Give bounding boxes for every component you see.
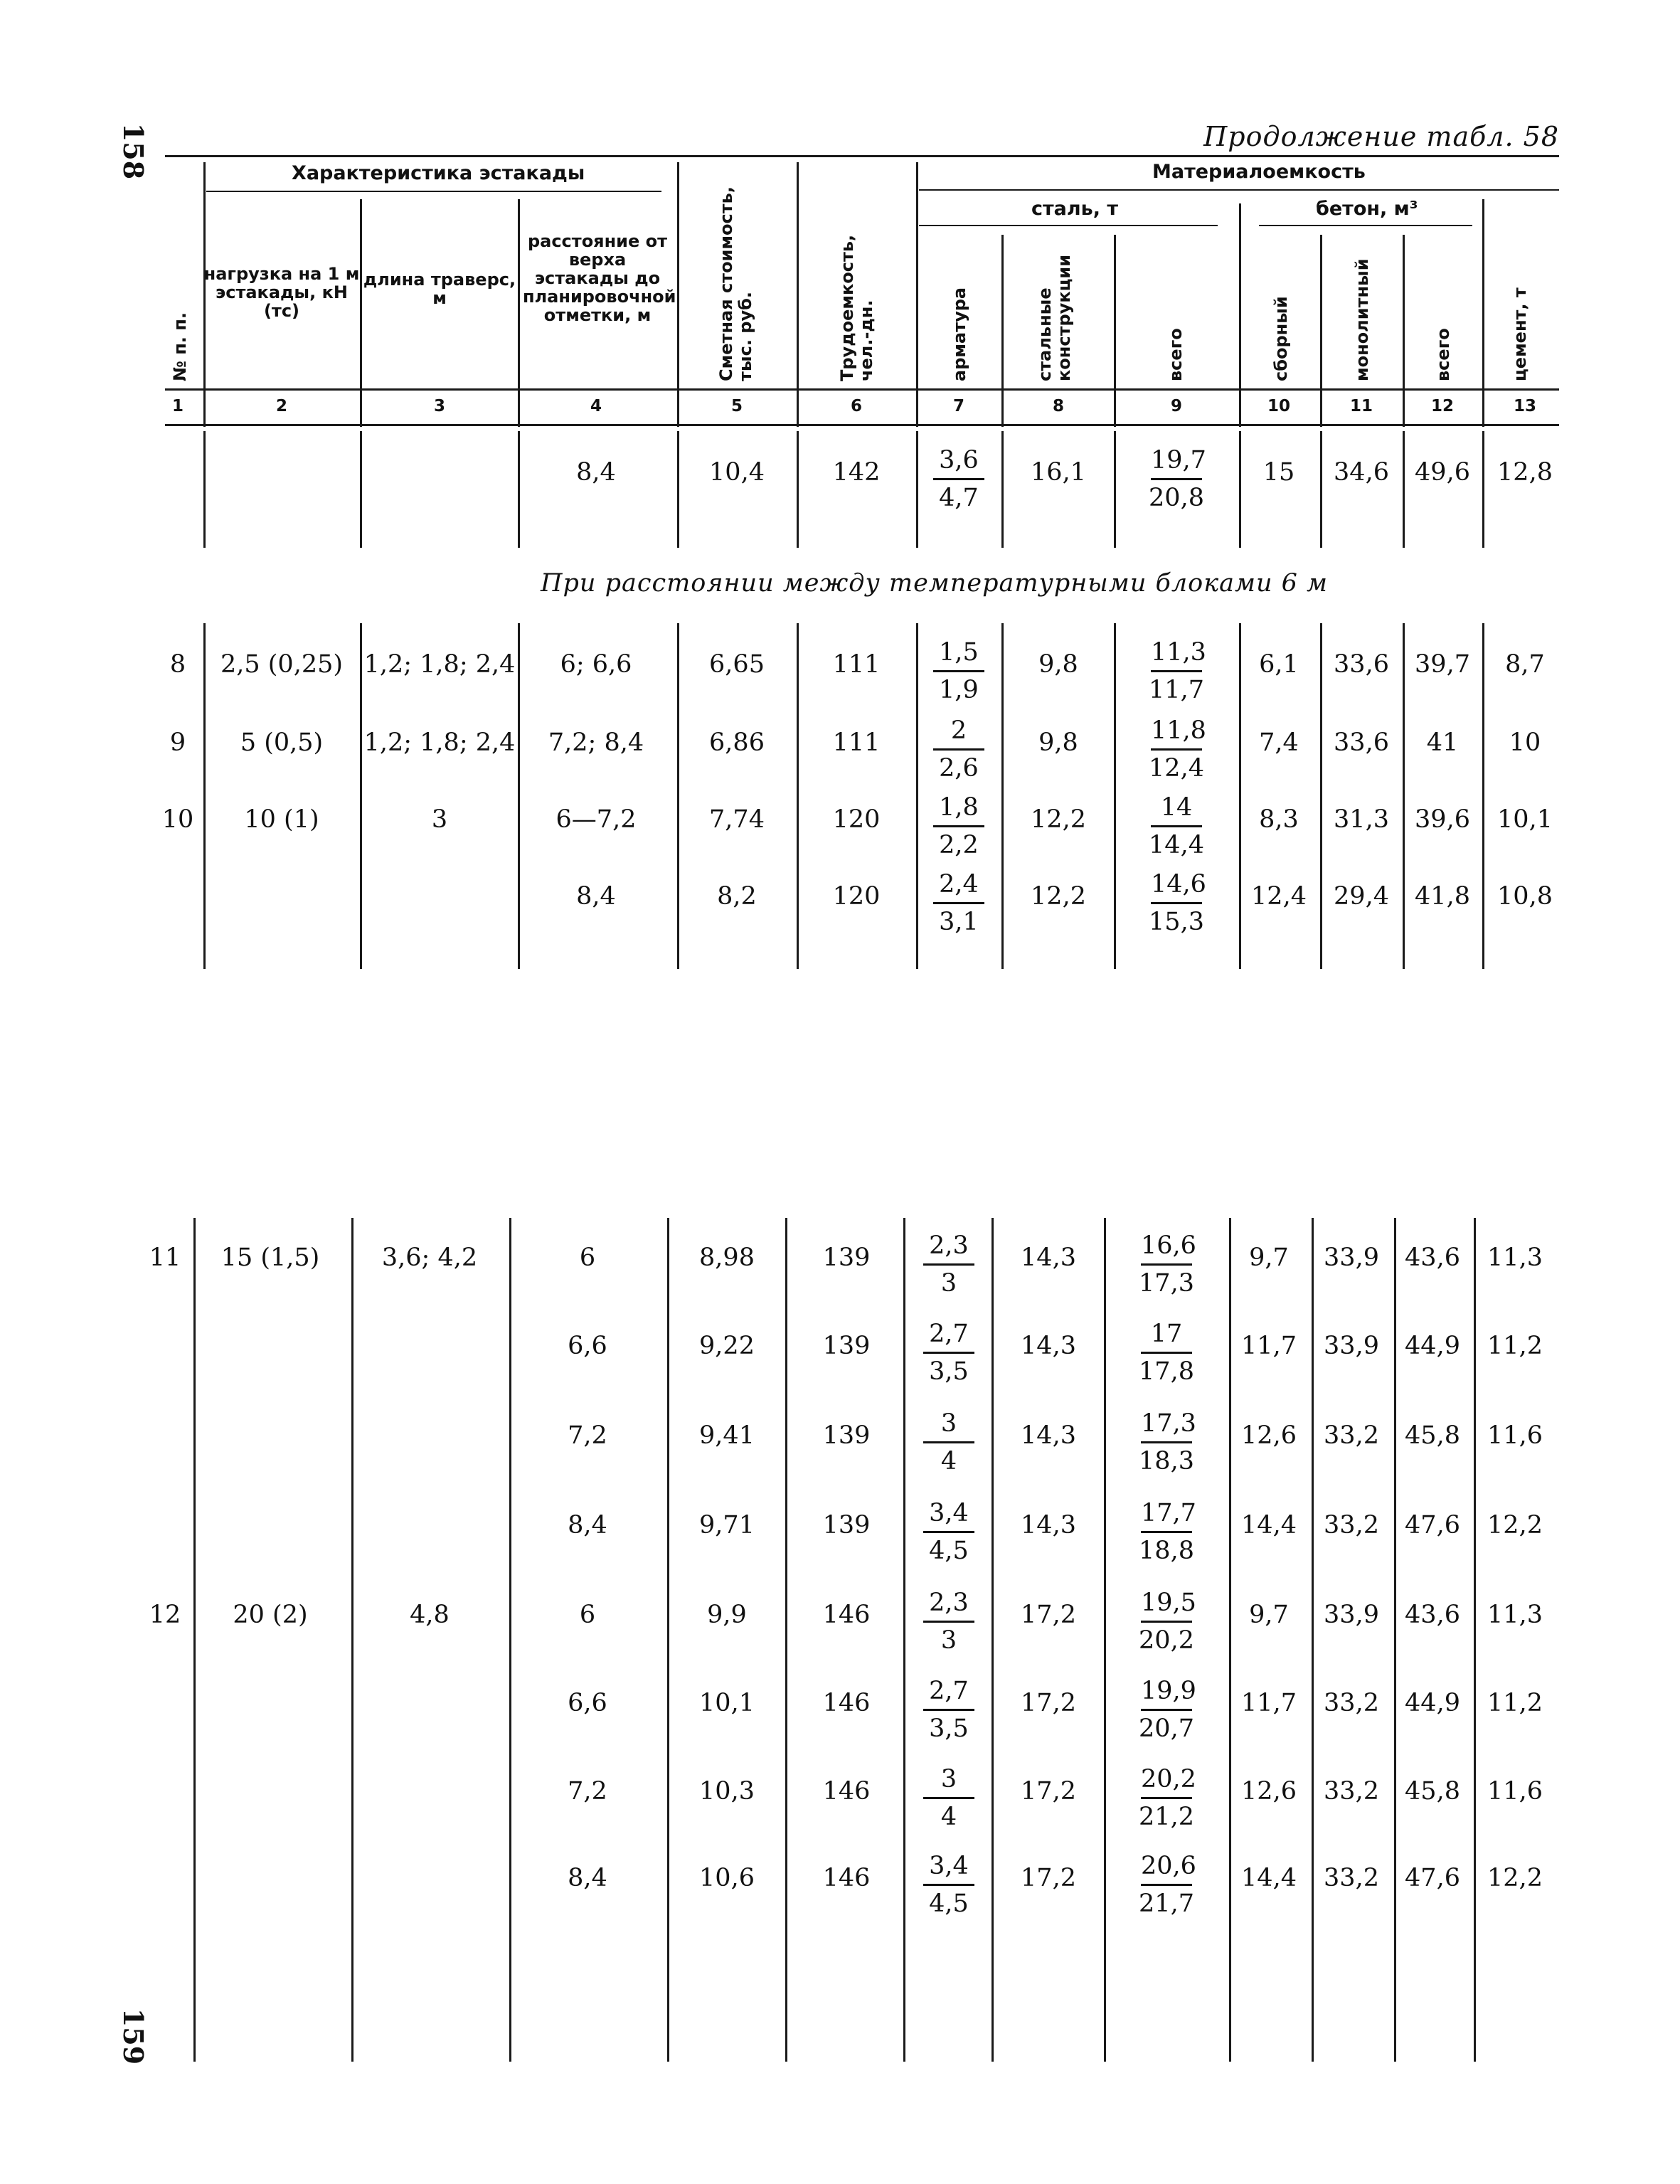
cell-dist: 6: [579, 1244, 596, 1272]
fraction-denominator: 21,2: [1139, 1803, 1194, 1831]
fraction-denominator: 20,8: [1149, 484, 1204, 512]
cell-prefab: 11,7: [1241, 1332, 1297, 1360]
cell-load: 2,5 (0,25): [220, 650, 344, 679]
header-col-labor: [838, 225, 876, 381]
hdr-div-3: [518, 199, 520, 427]
cell-mono: 33,9: [1324, 1332, 1379, 1360]
cell-ctot: 41,8: [1415, 882, 1470, 911]
fraction-denominator: 2,2: [939, 831, 979, 859]
cell-cost: 9,9: [707, 1601, 747, 1629]
cell-cement: 12,8: [1497, 458, 1553, 487]
cell-mono: 33,2: [1324, 1511, 1379, 1539]
cell-no: 12: [149, 1601, 181, 1629]
cell-mono: 33,2: [1324, 1864, 1379, 1892]
cell-stot-fraction: [1131, 1585, 1202, 1658]
cell-ctot: 47,6: [1405, 1864, 1460, 1892]
fraction-denominator: 3,5: [929, 1357, 969, 1386]
cell-steelc: 14,3: [1021, 1421, 1076, 1450]
cell-steelc: 17,2: [1021, 1689, 1076, 1717]
fraction-numerator: 1,8: [933, 790, 984, 827]
cell-steelc: 9,8: [1038, 728, 1078, 757]
cell-no: 11: [149, 1244, 181, 1272]
column-number: 6: [850, 397, 862, 415]
fraction-numerator: 3,4: [923, 1848, 974, 1886]
column-rule: [1114, 431, 1116, 548]
cell-ctot: 43,6: [1405, 1601, 1460, 1629]
cell-labor: 120: [832, 882, 881, 911]
header-bottom-rule: [165, 388, 1559, 391]
fraction-numerator: 2,3: [923, 1228, 974, 1266]
fraction-denominator: 3: [940, 1269, 957, 1298]
cell-labor: 146: [822, 1689, 871, 1717]
cell-ctot: 41: [1426, 728, 1459, 757]
cell-prefab: 12,6: [1241, 1777, 1297, 1806]
cell-stot-fraction: [1141, 635, 1212, 708]
cell-rebar-fraction: [913, 1316, 984, 1389]
cell-no: 10: [161, 805, 194, 834]
cell-cement: 12,2: [1487, 1511, 1543, 1539]
cell-steelc: 17,2: [1021, 1777, 1076, 1806]
header-group-concrete: бетон, м³: [1316, 198, 1418, 220]
fraction-denominator: 11,7: [1149, 676, 1204, 704]
fraction-numerator: 16,6: [1141, 1228, 1192, 1266]
cell-stot-fraction: [1131, 1316, 1202, 1389]
fraction-numerator: 14,6: [1151, 866, 1202, 904]
cell-prefab: 14,4: [1241, 1864, 1297, 1892]
cell-prefab: 9,7: [1249, 1244, 1289, 1272]
cell-prefab: 14,4: [1241, 1511, 1297, 1539]
cell-labor: 146: [822, 1601, 871, 1629]
fraction-numerator: 17: [1141, 1316, 1192, 1354]
hdr-div-5: [797, 162, 799, 427]
cell-cost: 8,2: [717, 882, 757, 911]
cell-dist: 8,4: [568, 1511, 607, 1539]
fraction-denominator: 15,3: [1149, 908, 1204, 936]
cell-labor: 120: [832, 805, 881, 834]
column-rule: [360, 431, 362, 548]
cell-rebar-fraction: [923, 713, 994, 786]
cell-mono: 33,2: [1324, 1689, 1379, 1717]
column-rule: [1001, 431, 1004, 548]
cell-cost: 8,98: [699, 1244, 755, 1272]
header-col-no: № п. п.: [170, 312, 190, 381]
cell-ctot: 43,6: [1405, 1244, 1460, 1272]
cell-steelc: 17,2: [1021, 1864, 1076, 1892]
cell-cost: 9,41: [699, 1421, 755, 1450]
cell-rebar-fraction: [923, 635, 994, 708]
fraction-numerator: 2,7: [923, 1316, 974, 1354]
cell-ctot: 49,6: [1415, 458, 1470, 487]
hdr-div-8: [1114, 235, 1116, 427]
column-rule: [1403, 431, 1405, 548]
fraction-numerator: 3,4: [923, 1495, 974, 1533]
column-number: 2: [275, 397, 287, 415]
page-number-top: 158: [117, 122, 150, 180]
cell-labor: 139: [822, 1511, 871, 1539]
cell-labor: 139: [822, 1332, 871, 1360]
fraction-denominator: 14,4: [1149, 831, 1204, 859]
cell-load: 20 (2): [233, 1601, 308, 1629]
cell-rebar-fraction: [923, 866, 994, 940]
cell-cost: 7,74: [709, 805, 765, 834]
cell-stot-fraction: [1131, 1495, 1202, 1569]
cell-dist: 6: [579, 1601, 596, 1629]
cell-labor: 146: [822, 1864, 871, 1892]
page-number-bottom: 159: [117, 2008, 150, 2065]
fraction-numerator: 19,5: [1141, 1585, 1192, 1623]
cell-ctot: 44,9: [1405, 1689, 1460, 1717]
cell-ctot: 39,7: [1415, 650, 1470, 679]
column-number: 7: [952, 397, 964, 415]
cell-mono: 33,9: [1324, 1601, 1379, 1629]
cell-dist: 7,2: [568, 1421, 607, 1450]
cell-length: 3: [431, 805, 448, 834]
cell-cement: 11,3: [1487, 1244, 1543, 1272]
fraction-denominator: 4,7: [939, 484, 979, 512]
fraction-numerator: 2,3: [923, 1585, 974, 1623]
hdr-div-4: [677, 162, 679, 427]
cell-steelc: 14,3: [1021, 1244, 1076, 1272]
header-col-steelconstr-text: стальные конструкции: [1035, 254, 1074, 381]
cell-cost: 10,3: [699, 1777, 755, 1806]
fraction-denominator: 2,6: [939, 754, 979, 783]
cell-dist: 8,4: [576, 882, 616, 911]
cell-steelc: 16,1: [1031, 458, 1086, 487]
header-col-steelconstr: [1036, 246, 1074, 381]
cell-ctot: 44,9: [1405, 1332, 1460, 1360]
cell-dist: 8,4: [576, 458, 616, 487]
fraction-numerator: 2: [933, 713, 984, 751]
header-col-rebar: арматура: [950, 287, 969, 381]
cell-dist: 6,6: [568, 1689, 607, 1717]
column-number: 10: [1267, 397, 1290, 415]
cell-stot-fraction: [1141, 713, 1212, 786]
fraction-denominator: 17,8: [1139, 1357, 1194, 1386]
cell-stot-fraction: [1131, 1673, 1202, 1746]
column-rule: [1482, 431, 1484, 548]
cell-cost: 6,86: [709, 728, 765, 757]
cell-mono: 31,3: [1334, 805, 1389, 834]
fraction-denominator: 3: [940, 1626, 957, 1655]
column-rule: [203, 431, 206, 548]
cell-prefab: 9,7: [1249, 1601, 1289, 1629]
char-sub-rule: [206, 191, 661, 192]
fraction-denominator: 20,2: [1139, 1626, 1194, 1655]
cell-dist: 7,2; 8,4: [548, 728, 644, 757]
header-col-cost: [717, 168, 755, 381]
hdr-div-7: [1001, 235, 1004, 427]
cell-mono: 33,9: [1324, 1244, 1379, 1272]
cell-ctot: 45,8: [1405, 1777, 1460, 1806]
column-number: 3: [433, 397, 445, 415]
cell-rebar-fraction: [913, 1406, 984, 1479]
hdr-div-9: [1239, 203, 1241, 427]
fraction-numerator: 20,2: [1141, 1761, 1192, 1799]
cell-labor: 142: [832, 458, 881, 487]
fraction-denominator: 3,5: [929, 1714, 969, 1743]
fraction-denominator: 17,3: [1139, 1269, 1194, 1298]
cell-steelc: 14,3: [1021, 1511, 1076, 1539]
cell-dist: 8,4: [568, 1864, 607, 1892]
cell-cement: 11,2: [1487, 1689, 1543, 1717]
cell-ctot: 47,6: [1405, 1511, 1460, 1539]
cell-load: 15 (1,5): [220, 1244, 320, 1272]
cell-cement: 10: [1509, 728, 1541, 757]
cell-dist: 7,2: [568, 1777, 607, 1806]
fraction-numerator: 19,9: [1141, 1673, 1192, 1711]
cell-length: 1,2; 1,8; 2,4: [363, 728, 516, 757]
cell-prefab: 11,7: [1241, 1689, 1297, 1717]
cell-prefab: 7,4: [1259, 728, 1299, 757]
column-rule: [797, 431, 799, 548]
fraction-numerator: 20,6: [1141, 1848, 1192, 1886]
hdr-div-10: [1320, 235, 1322, 427]
fraction-numerator: 19,7: [1151, 442, 1202, 480]
cell-cement: 8,7: [1505, 650, 1545, 679]
cell-prefab: 6,1: [1259, 650, 1299, 679]
column-number: 1: [171, 397, 184, 415]
column-rule: [193, 1218, 196, 2062]
column-number: 9: [1170, 397, 1182, 415]
column-rule: [916, 431, 918, 548]
cell-rebar-fraction: [913, 1848, 984, 1921]
hdr-div-12: [1482, 199, 1484, 427]
concrete-sub-rule: [1259, 225, 1472, 226]
header-col-cost-text: Сметная стоимость, тыс. руб.: [716, 186, 755, 381]
cell-labor: 146: [822, 1777, 871, 1806]
cell-stot-fraction: [1141, 866, 1212, 940]
header-col-cement: цемент, т: [1510, 287, 1530, 381]
cell-mono: 33,2: [1324, 1421, 1379, 1450]
column-rule: [1239, 431, 1241, 548]
cell-no: 9: [169, 728, 186, 757]
continuation-title: Продолжение табл. 58: [1203, 121, 1559, 152]
header-top-rule: [165, 155, 1559, 157]
cell-length: 3,6; 4,2: [381, 1244, 478, 1272]
cell-mono: 29,4: [1334, 882, 1389, 911]
cell-dist: 6; 6,6: [560, 650, 632, 679]
cell-stot-fraction: [1131, 1228, 1202, 1301]
fraction-numerator: 3,6: [933, 442, 984, 480]
fraction-numerator: 11,3: [1151, 635, 1202, 672]
cell-stot-fraction: [1131, 1848, 1202, 1921]
fraction-denominator: 4,5: [929, 1537, 969, 1565]
cell-length: 1,2; 1,8; 2,4: [363, 650, 516, 679]
fraction-denominator: 20,7: [1139, 1714, 1194, 1743]
cell-labor: 139: [822, 1421, 871, 1450]
cell-labor: 139: [822, 1244, 871, 1272]
fraction-numerator: 2,4: [933, 866, 984, 904]
steel-sub-rule: [919, 225, 1218, 226]
cell-cost: 10,6: [699, 1864, 755, 1892]
colnum-bottom-rule: [165, 424, 1559, 426]
fraction-denominator: 18,8: [1139, 1537, 1194, 1565]
cell-cement: 10,1: [1497, 805, 1553, 834]
cell-stot-fraction: [1131, 1761, 1202, 1835]
header-group-characteristic: Характеристика эстакады: [292, 162, 585, 184]
column-number: 5: [730, 397, 743, 415]
fraction-numerator: 17,3: [1141, 1406, 1192, 1443]
cell-stot-fraction: [1131, 1406, 1202, 1479]
cell-rebar-fraction: [913, 1495, 984, 1569]
header-col-monolith: монолитный: [1352, 258, 1372, 381]
section-title: При расстоянии между температурными блоками 6 м: [541, 569, 1329, 598]
cell-cement: 11,2: [1487, 1332, 1543, 1360]
cell-steelc: 14,3: [1021, 1332, 1076, 1360]
fraction-numerator: 2,7: [923, 1673, 974, 1711]
fraction-denominator: 18,3: [1139, 1447, 1194, 1475]
fraction-denominator: 1,9: [939, 676, 979, 704]
column-number: 11: [1349, 397, 1373, 415]
cell-cost: 9,22: [699, 1332, 755, 1360]
fraction-numerator: 14: [1151, 790, 1202, 827]
cell-steelc: 12,2: [1031, 805, 1086, 834]
cell-dist: 6—7,2: [555, 805, 637, 834]
cell-mono: 34,6: [1334, 458, 1389, 487]
header-col-steel-total: всего: [1166, 328, 1186, 381]
cell-steelc: 9,8: [1038, 650, 1078, 679]
header-col-load: нагрузка на 1 м эстакады, кН (тс): [203, 264, 360, 321]
cell-load: 10 (1): [244, 805, 319, 834]
cell-prefab: 12,4: [1251, 882, 1307, 911]
column-rule: [351, 1218, 353, 2062]
cell-cost: 10,1: [699, 1689, 755, 1717]
header-col-distance: расстояние от верха эстакады до планировочной отметки, м: [523, 231, 676, 325]
cell-cement: 10,8: [1497, 882, 1553, 911]
fraction-denominator: 21,7: [1139, 1889, 1194, 1918]
cell-rebar-fraction: [913, 1228, 984, 1301]
cell-cement: 12,2: [1487, 1864, 1543, 1892]
column-number: 13: [1513, 397, 1536, 415]
column-number: 12: [1430, 397, 1454, 415]
fraction-denominator: 4: [940, 1803, 957, 1831]
cell-dist: 6,6: [568, 1332, 607, 1360]
header-col-concrete-total: всего: [1433, 328, 1453, 381]
fraction-numerator: 3: [923, 1761, 974, 1799]
cell-mono: 33,2: [1324, 1777, 1379, 1806]
header-group-material: Материалоемкость: [1152, 161, 1366, 183]
cell-steelc: 12,2: [1031, 882, 1086, 911]
cell-stot-fraction: [1141, 442, 1212, 516]
cell-cost: 10,4: [709, 458, 765, 487]
hdr-div-11: [1403, 235, 1405, 427]
cell-rebar-fraction: [923, 790, 994, 863]
fraction-denominator: 4: [940, 1447, 957, 1475]
column-number: 4: [590, 397, 602, 415]
cell-rebar-fraction: [913, 1673, 984, 1746]
cell-prefab: 12,6: [1241, 1421, 1297, 1450]
header-col-labor-text: Трудоемкость, чел.-дн.: [837, 234, 876, 381]
cell-cement: 11,6: [1487, 1421, 1543, 1450]
cell-prefab: 8,3: [1259, 805, 1299, 834]
column-rule: [518, 431, 520, 548]
fraction-denominator: 12,4: [1149, 754, 1204, 783]
cell-rebar-fraction: [913, 1761, 984, 1835]
hdr-div-2: [360, 199, 362, 427]
cell-steelc: 17,2: [1021, 1601, 1076, 1629]
fraction-numerator: 17,7: [1141, 1495, 1192, 1533]
cell-cost: 6,65: [709, 650, 765, 679]
fraction-denominator: 4,5: [929, 1889, 969, 1918]
cell-length: 4,8: [410, 1601, 450, 1629]
cell-stot-fraction: [1141, 790, 1212, 863]
cell-labor: 111: [832, 650, 881, 679]
cell-labor: 111: [832, 728, 881, 757]
cell-rebar-fraction: [913, 1585, 984, 1658]
fraction-denominator: 3,1: [939, 908, 979, 936]
cell-ctot: 39,6: [1415, 805, 1470, 834]
cell-load: 5 (0,5): [240, 728, 324, 757]
header-col-length: длина траверс, м: [363, 270, 516, 308]
fraction-numerator: 1,5: [933, 635, 984, 672]
cell-cement: 11,6: [1487, 1777, 1543, 1806]
cell-cost: 9,71: [699, 1511, 755, 1539]
cell-prefab: 15: [1262, 458, 1295, 487]
material-sub-rule: [919, 189, 1559, 191]
cell-cement: 11,3: [1487, 1601, 1543, 1629]
column-rule: [1320, 431, 1322, 548]
fraction-numerator: 11,8: [1151, 713, 1202, 751]
cell-mono: 33,6: [1334, 728, 1389, 757]
header-group-steel: сталь, т: [1031, 198, 1119, 220]
fraction-numerator: 3: [923, 1406, 974, 1443]
header-col-prefab: сборный: [1271, 296, 1291, 381]
cell-rebar-fraction: [923, 442, 994, 516]
column-number: 8: [1052, 397, 1064, 415]
cell-mono: 33,6: [1334, 650, 1389, 679]
cell-no: 8: [169, 650, 186, 679]
column-rule: [677, 431, 679, 548]
hdr-div-6: [916, 162, 918, 427]
cell-ctot: 45,8: [1405, 1421, 1460, 1450]
